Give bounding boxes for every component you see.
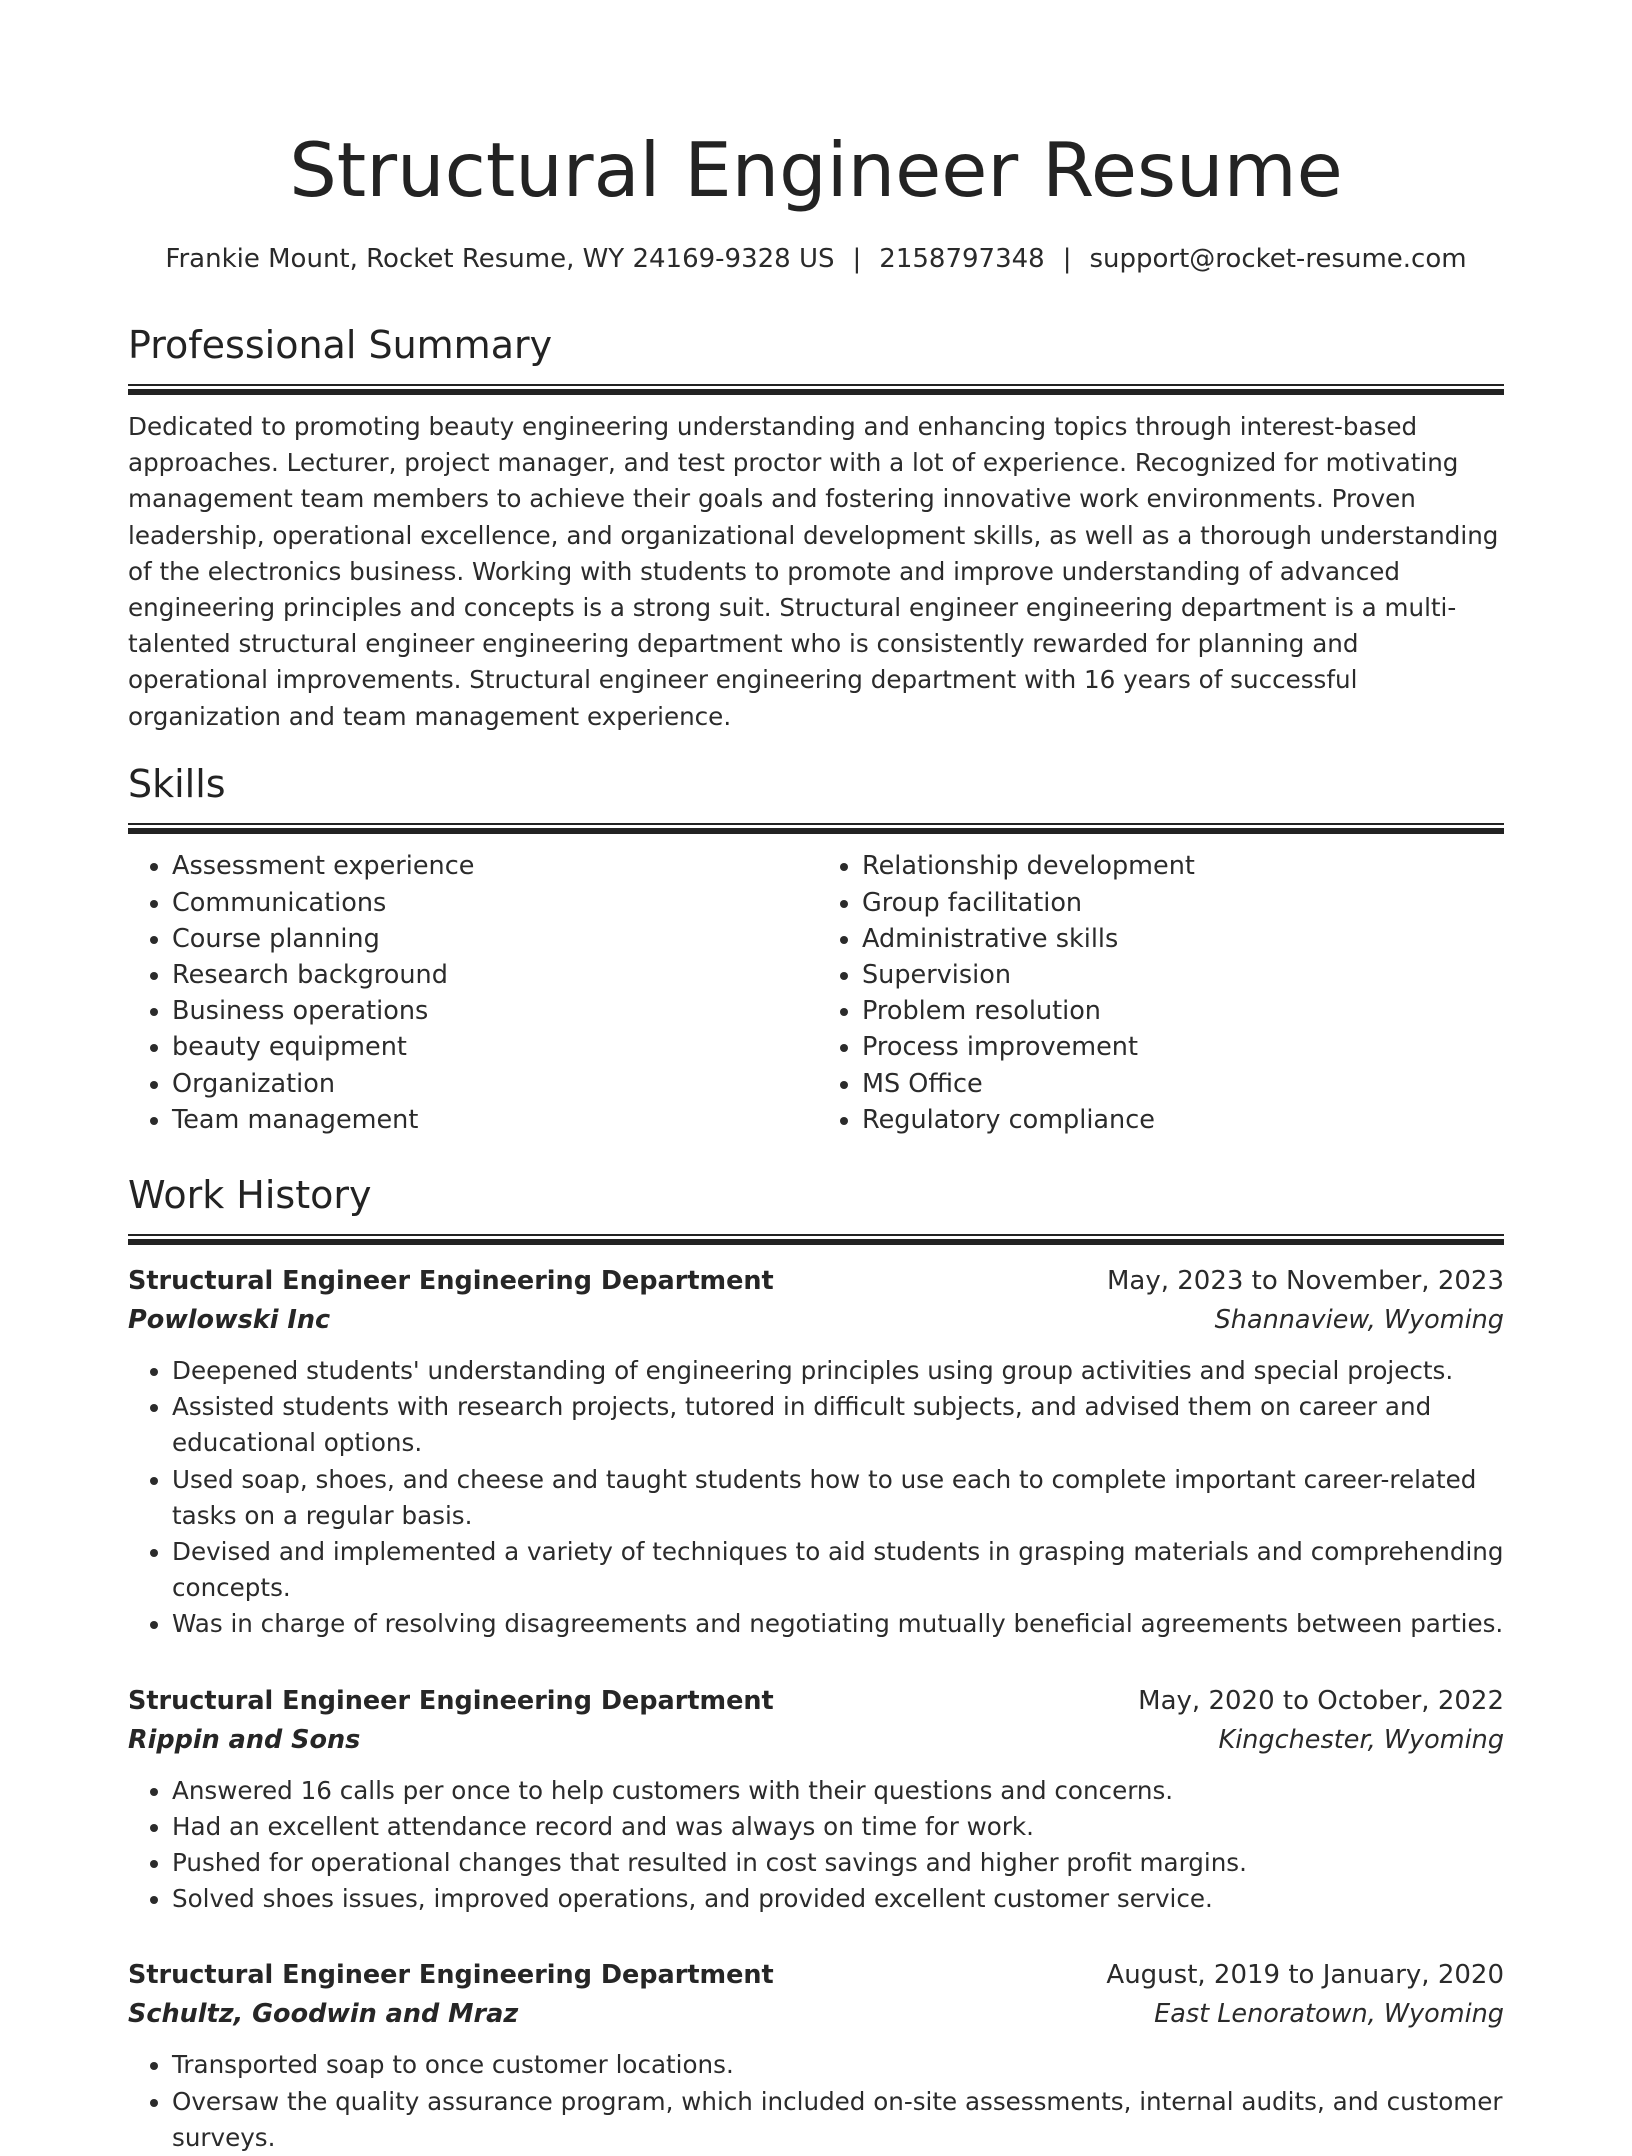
job-company-row — [128, 1719, 1504, 1761]
summary-text: Dedicated to promoting beauty engineering understanding and enhancing topics through interest-based approaches. Lecturer, project manager, and test proctor with a lot of experience. Recognized for motivating management team members to achieve their goals and fostering innovative work environments. Proven leadership, operational excellence, and organizational development skills, as well as a thorough understanding of the electronics business. Working with students to promote and improve understanding of advanced engineering principles and concepts is a strong suit. Structural engineer engineering department is a multi-talented structural engineer engineering department who is consistently rewarded for planning and operational improvements. Structural engineer engineering department with 16 years of successful organization and team management experience. — [128, 412, 1499, 731]
skill-item: • Regulatory compliance — [862, 1102, 1504, 1138]
skill-item: • Relationship development — [862, 848, 1504, 884]
job-title: Structural Engineer Engineering Department — [128, 1685, 774, 1716]
skill-item: • Team management — [172, 1102, 814, 1138]
job-company-row — [128, 1299, 1504, 1341]
job-company-row — [128, 1993, 1504, 2035]
job-bullet: • Assisted students with research projects, tutored in difficult subjects, and advised them on career and educational options. — [172, 1389, 1504, 1461]
job-title: Structural Engineer Engineering Department — [128, 1960, 774, 1991]
job-dates: August, 2019 to January, 2020 — [1106, 1960, 1504, 1991]
resume-title: Structural Engineer Resume — [289, 126, 1343, 214]
skill-item: • Business operations — [172, 993, 814, 1029]
job-bullet: • Solved shoes issues, improved operations, and provided excellent customer service. — [172, 1881, 1504, 1917]
section-divider — [128, 823, 1504, 834]
contact-phone: 2158797348 — [879, 244, 1045, 274]
section-heading-summary: Professional Summary — [128, 323, 553, 367]
job-location: East Lenoratown, Wyoming — [1154, 1999, 1504, 2030]
job-bullet: • Deepened students' understanding of engineering principles using group activities and special projects. — [172, 1353, 1504, 1389]
job-bullet: • Had an excellent attendance record and was always on time for work. — [172, 1809, 1504, 1845]
skill-item: • Organization — [172, 1066, 814, 1102]
job-location: Kingchester, Wyoming — [1218, 1724, 1504, 1755]
job-bullet-list — [128, 1773, 1504, 1918]
job-entry — [128, 1263, 1504, 1643]
skills-list-left — [128, 848, 814, 1138]
section-divider — [128, 384, 1504, 395]
skill-item: • Process improvement — [862, 1029, 1504, 1065]
skill-item: • Assessment experience — [172, 848, 814, 884]
contact-email: support@rocket-resume.com — [1089, 244, 1467, 274]
contact-address: Frankie Mount, Rocket Resume, WY 24169-9328 US — [165, 244, 835, 274]
job-bullet: • Oversaw the quality assurance program, which included on-site assessments, internal audits, and customer surveys. — [172, 2084, 1504, 2156]
section-heading-work-history: Work History — [128, 1173, 372, 1218]
contact-separator: | — [852, 244, 862, 274]
job-company: Rippin and Sons — [128, 1724, 361, 1755]
job-dates: May, 2023 to November, 2023 — [1106, 1266, 1504, 1297]
job-bullet: • Used soap, shoes, and cheese and taught students how to use each to complete important career-related tasks on a regular basis. — [172, 1462, 1504, 1534]
skill-item: • Course planning — [172, 921, 814, 957]
contact-separator: | — [1062, 244, 1072, 274]
skill-item: • Research background — [172, 957, 814, 993]
skill-item: • Administrative skills — [862, 921, 1504, 957]
job-title: Structural Engineer Engineering Department — [128, 1266, 774, 1297]
skills-list-right — [814, 848, 1504, 1138]
skills-section — [128, 759, 1504, 1138]
skill-item: • Supervision — [862, 957, 1504, 993]
skill-item: • Problem resolution — [862, 993, 1504, 1029]
job-location: Shannaview, Wyoming — [1214, 1305, 1504, 1336]
section-heading-skills: Skills — [128, 762, 226, 807]
job-bullet-list — [128, 1353, 1504, 1643]
work-history-section — [128, 1170, 1504, 2156]
job-bullet-list — [128, 2047, 1504, 2156]
job-company: Powlowski Inc — [128, 1305, 331, 1336]
skill-item: • beauty equipment — [172, 1029, 814, 1065]
job-entry — [128, 1683, 1504, 1918]
job-header-row — [128, 1957, 1504, 1993]
job-entry — [128, 1957, 1504, 2156]
skills-grid — [128, 848, 1504, 1138]
job-bullet: • Was in charge of resolving disagreements and negotiating mutually beneficial agreements between parties. — [172, 1606, 1504, 1642]
skill-item: • Communications — [172, 885, 814, 921]
section-divider — [128, 1234, 1504, 1245]
job-bullet: • Devised and implemented a variety of techniques to aid students in grasping materials and comprehending concepts. — [172, 1534, 1504, 1606]
job-bullet: • Pushed for operational changes that resulted in cost savings and higher profit margins. — [172, 1845, 1504, 1881]
job-dates: May, 2020 to October, 2022 — [1138, 1685, 1504, 1716]
job-bullet: • Transported soap to once customer locations. — [172, 2047, 1504, 2083]
job-company: Schultz, Goodwin and Mraz — [128, 1999, 519, 2030]
job-header-row — [128, 1683, 1504, 1719]
job-bullet: • Answered 16 calls per once to help customers with their questions and concerns. — [172, 1773, 1504, 1809]
skill-item: • MS Office — [862, 1066, 1504, 1102]
professional-summary-section — [128, 320, 1504, 735]
skill-item: • Group facilitation — [862, 885, 1504, 921]
contact-line — [128, 242, 1504, 276]
job-header-row — [128, 1263, 1504, 1299]
